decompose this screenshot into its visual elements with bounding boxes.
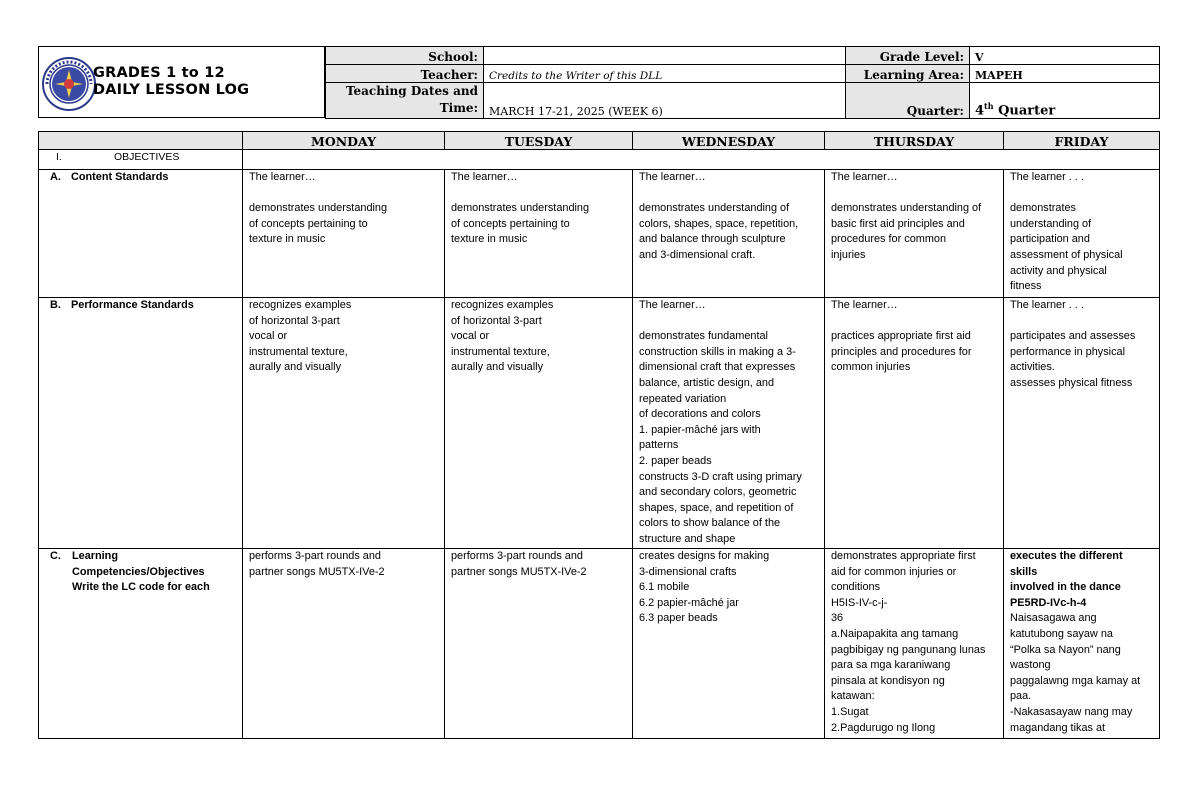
cell-line: paggalawng mga kamay at [1010,674,1141,687]
cell-line: The learner… [831,171,898,183]
cell-line: texture in music [249,233,326,246]
cell-line: common injuries [831,361,911,374]
cell-line: 6.2 papier-mâché jar [639,596,739,609]
cell-line: of concepts pertaining to [451,217,570,230]
cell-line: procedures for common [831,233,947,246]
cell-line: texture in music [451,233,528,246]
cell-line [451,186,629,202]
performance-standards-label [39,298,243,549]
cell-line [831,186,1000,202]
quarter-label: Quarter: [846,83,970,119]
cell-line: shapes, space, and repetition of [639,501,794,514]
content-standards-label [39,170,243,298]
learning-area-value: MAPEH [970,65,1160,83]
teaching-dates-label [326,83,484,119]
cell-line: “Polka sa Nayon” nang [1010,643,1121,656]
cell-line: 3-dimensional crafts [639,565,737,578]
cell-line: Naisasagawa ang [1010,612,1097,625]
content-standard-cell [243,170,445,298]
cell-line: of concepts pertaining to [249,217,368,230]
cell-line: The learner… [639,171,706,183]
day-header-friday: FRIDAY [1004,132,1160,150]
cell-line: of horizontal 3-part [451,314,542,327]
cell-line: partner songs MU5TX-IVe-2 [249,565,385,578]
cell-line: conditions [831,581,881,594]
cell-line: constructs 3-D craft using primary [639,470,802,483]
cell-line: katutubong sayaw na [1010,627,1113,640]
content-standard-cell [633,170,825,298]
competency-cell [633,549,825,739]
cell-line: participates and assesses [1010,330,1136,343]
performance-standard-cell [825,298,1004,549]
title-line-1: GRADES 1 to 12 [93,65,225,81]
cell-line: and secondary colors, geometric [639,486,797,499]
cell-line: assesses physical fitness [1010,376,1133,389]
cell-line: pinsala at kondisyon ng [831,674,945,687]
cell-line: The learner . . . [1010,171,1084,183]
cell-line: demonstrates understanding [451,202,590,215]
cell-line [249,186,441,202]
cell-line: The learner… [451,171,518,183]
cell-line: a.Naipapakita ang tamang [831,627,959,640]
cell-line: aurally and visually [249,361,342,374]
cell-line: 36 [831,612,844,625]
cell-line: practices appropriate first aid [831,330,971,343]
grade-level-label: Grade Level: [846,47,970,65]
competencies-label [39,549,243,739]
teacher-label: Teacher: [326,65,484,83]
cell-line [831,314,1000,330]
cell-line: demonstrates [1010,202,1076,215]
learning-area-label: Learning Area: [846,65,970,83]
cell-line: basic first aid principles and [831,217,965,230]
performance-standards-text: Performance Standards [71,299,194,311]
cell-line: involved in the dance [1010,581,1121,594]
cell-line: balance, artistic design, and [639,376,775,389]
day-header-wednesday: WEDNESDAY [633,132,825,150]
cell-line: H5IS-IV-c-j- [831,596,888,609]
cell-line: 6.1 mobile [639,581,690,594]
cell-line: 1. papier-mâché jars with [639,423,761,436]
cell-line: creates designs for making [639,550,770,562]
cell-line: performance in physical [1010,345,1126,358]
cell-line: vocal or [451,330,490,343]
objectives-label: OBJECTIVES [114,151,180,163]
cell-line: vocal or [249,330,288,343]
cell-line: principles and procedures for [831,345,972,358]
cell-line: demonstrates understanding [249,202,388,215]
cell-line: assessment of physical [1010,248,1123,261]
school-label: School: [326,47,484,65]
cell-line: demonstrates appropriate first [831,550,976,562]
cell-line [1010,186,1156,202]
cell-line: performs 3-part rounds and [249,550,381,562]
cell-line: activities. [1010,361,1055,374]
cell-line: wastong [1010,659,1051,672]
cell-line: structure and shape [639,532,736,545]
school-value [484,47,846,65]
cell-line: and 3-dimensional craft. [639,248,756,261]
cell-line: 2.Pagdurugo ng Ilong [831,721,936,734]
competency-cell [825,549,1004,739]
cell-line: and balance through sculpture [639,233,786,246]
cell-line: colors, shapes, space, repetition, [639,217,799,230]
competencies-letter: C. [50,550,61,562]
cell-line: skills [1010,565,1038,578]
quarter-value [970,83,1160,119]
teaching-dates-value: MARCH 17-21, 2025 (WEEK 6) [484,83,846,119]
content-standards-letter: A. [50,171,61,183]
cell-line: magandang tikas at [1010,721,1106,734]
teaching-dates-label-line1: Teaching Dates and [345,84,478,98]
content-standards-text: Content Standards [71,171,169,183]
cell-line: instrumental texture, [451,345,550,358]
cell-line: partner songs MU5TX-IVe-2 [451,565,587,578]
cell-line: demonstrates fundamental [639,330,768,343]
cell-line: Write the LC code for each [72,581,210,594]
performance-standards-letter: B. [50,299,61,311]
cell-line: 1.Sugat [831,705,869,718]
title-box [38,46,325,118]
cell-line: 2. paper beads [639,454,712,467]
quarter-suffix: th [984,100,994,111]
title-line-2: DAILY LESSON LOG [93,82,250,98]
cell-line: katawan: [831,690,875,703]
cell-line: demonstrates understanding of [831,202,982,215]
day-header-tuesday: TUESDAY [445,132,633,150]
cell-line: activity and physical [1010,264,1107,277]
quarter-word: Quarter [993,103,1056,118]
cell-line: instrumental texture, [249,345,348,358]
cell-line: The learner . . . [1010,299,1084,311]
header-info-table [325,46,1160,119]
cell-line: The learner… [831,299,898,311]
cell-line: pagbibigay ng pangunang lunas [831,643,986,656]
cell-line [639,186,821,202]
cell-line: colors to show balance of the [639,517,781,530]
day-header-thursday: THURSDAY [825,132,1004,150]
cell-line: demonstrates understanding of [639,202,790,215]
grade-level-value: V [970,47,1160,65]
performance-standard-cell [445,298,633,549]
cell-line: participation and [1010,233,1090,246]
cell-line: injuries [831,248,866,261]
cell-line: Competencies/Objectives [72,565,205,578]
objectives-heading [39,150,243,170]
cell-line: repeated variation [639,392,727,405]
cell-line: aurally and visually [451,361,544,374]
corner-header [39,132,243,150]
content-standard-cell [825,170,1004,298]
performance-standard-cell [633,298,825,549]
cell-line: The learner… [249,171,316,183]
quarter-number: 4 [975,103,985,118]
cell-line: dimensional craft that expresses [639,361,796,374]
cell-line: recognizes examples [451,299,554,311]
competency-cell [1004,549,1160,739]
cell-line: PE5RD-IVc-h-4 [1010,596,1087,609]
cell-line: recognizes examples [249,299,352,311]
competency-cell [445,549,633,739]
cell-line: executes the different [1010,550,1123,562]
cell-line: of decorations and colors [639,408,761,421]
objectives-spacer [243,150,1160,170]
cell-line: performs 3-part rounds and [451,550,583,562]
content-standard-cell [445,170,633,298]
cell-line: understanding of [1010,217,1092,230]
performance-standard-cell [243,298,445,549]
cell-line [1010,314,1156,330]
cell-line [639,314,821,330]
cell-line: patterns [639,439,679,452]
objectives-number: I. [56,151,62,163]
deped-seal-icon [41,56,97,112]
cell-line: Learning [72,550,118,562]
cell-line: aid for common injuries or [831,565,957,578]
cell-line: 6.3 paper beads [639,612,718,625]
competency-cell [243,549,445,739]
cell-line: -Nakasasayaw nang may [1010,705,1133,718]
cell-line: The learner… [639,299,706,311]
cell-line: fitness [1010,280,1042,293]
cell-line: para sa mga karaniwang [831,659,951,672]
cell-line: construction skills in making a 3- [639,345,796,358]
cell-line: of horizontal 3-part [249,314,340,327]
competencies-label-lines [72,549,210,596]
performance-standard-cell [1004,298,1160,549]
day-header-monday: MONDAY [243,132,445,150]
cell-line: paa. [1010,690,1032,703]
teaching-dates-label-line2: Time: [439,101,478,115]
content-standard-cell [1004,170,1160,298]
teacher-value: Credits to the Writer of this DLL [484,65,846,83]
lesson-log-table [38,131,1160,739]
